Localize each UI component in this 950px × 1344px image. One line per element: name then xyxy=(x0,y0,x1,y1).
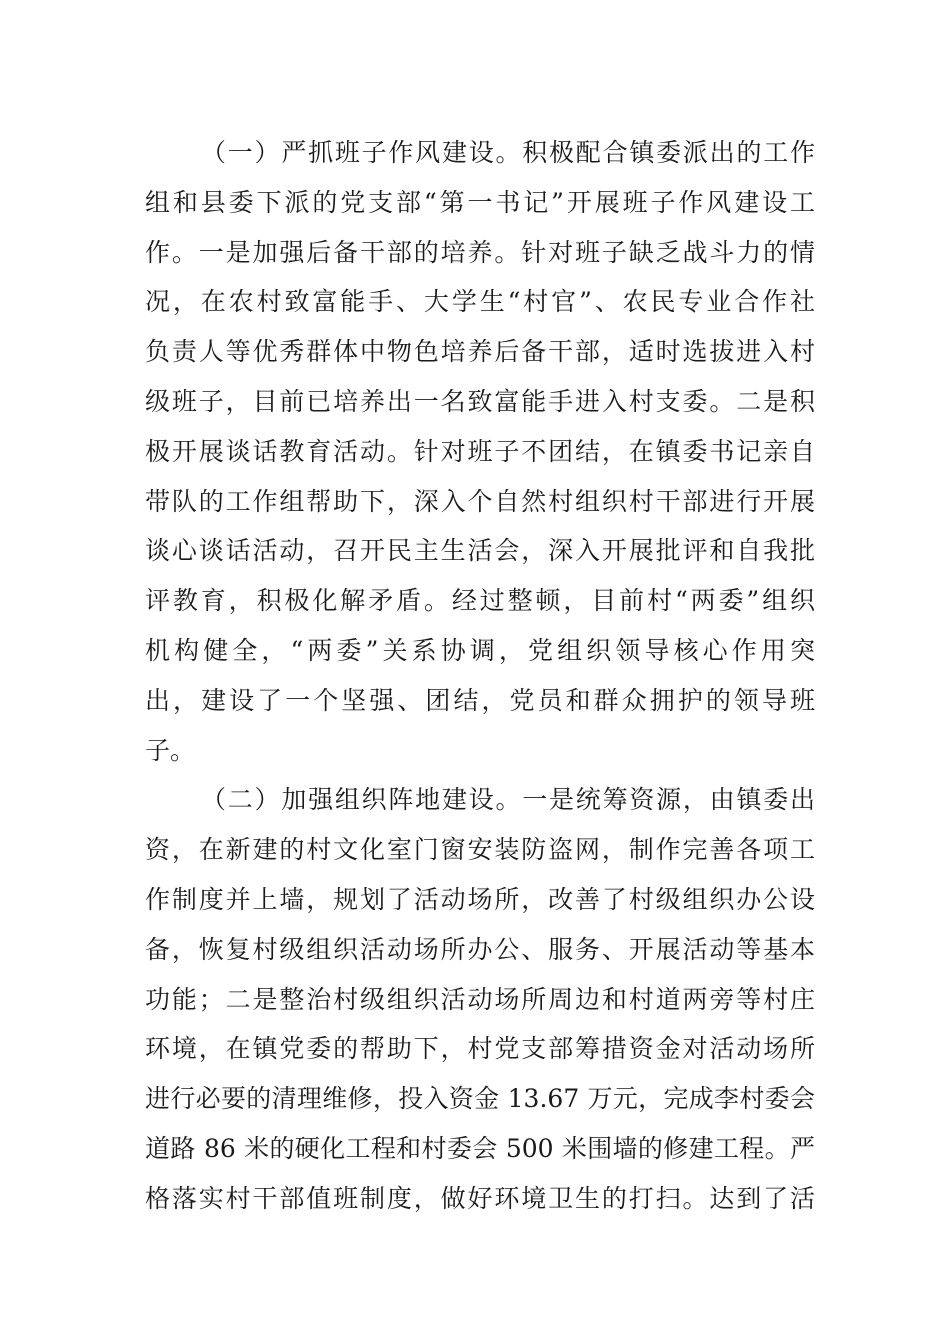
paragraph-2-line-7: 进行必要的清理维修，投入资金 13.67 万元，完成李村委会 xyxy=(145,1084,815,1114)
paragraph-1-line-6: 级班子，目前已培养出一名致富能手进入村支委。二是积 xyxy=(145,386,815,416)
paragraph-2-line-1: （二）加强组织阵地建设。一是统筹资源，由镇委出 xyxy=(201,785,815,815)
paragraph-2-line-8: 道路 86 米的硬化工程和村委会 500 米围墙的修建工程。严 xyxy=(145,1133,815,1163)
paragraph-1-line-7: 极开展谈话教育活动。针对班子不团结，在镇委书记亲自 xyxy=(145,436,815,466)
body-text xyxy=(145,128,815,1224)
paragraph-1-line-10: 评教育，积极化解矛盾。经过整顿，目前村“两委”组织 xyxy=(145,586,815,616)
paragraph-1-line-2: 组和县委下派的党支部“第一书记”开展班子作风建设工 xyxy=(145,187,815,217)
paragraph-1-line-9: 谈心谈话活动，召开民主生活会，深入开展批评和自我批 xyxy=(145,536,815,566)
paragraph-1-line-5: 负责人等优秀群体中物色培养后备干部，适时选拔进入村 xyxy=(145,337,815,367)
paragraph-2-line-2: 资，在新建的村文化室门窗安装防盗网，制作完善各项工 xyxy=(145,835,815,865)
paragraph-2-line-3: 作制度并上墙，规划了活动场所，改善了村级组织办公设 xyxy=(145,884,815,914)
paragraph-2-line-6: 环境，在镇党委的帮助下，村党支部筹措资金对活动场所 xyxy=(145,1034,815,1064)
paragraph-1-line-11: 机构健全，“两委”关系协调，党组织领导核心作用突 xyxy=(145,635,815,665)
paragraph-1-line-8: 带队的工作组帮助下，深入个自然村组织村干部进行开展 xyxy=(145,486,815,516)
paragraph-1-line-4: 况，在农村致富能手、大学生“村官”、农民专业合作社 xyxy=(145,287,815,317)
paragraph-2-line-4: 备，恢复村级组织活动场所办公、服务、开展活动等基本 xyxy=(145,934,815,964)
paragraph-1-line-13: 子。 xyxy=(145,735,196,765)
paragraph-2-line-9: 格落实村干部值班制度，做好环境卫生的打扫。达到了活 xyxy=(145,1183,815,1213)
paragraph-1-line-3: 作。一是加强后备干部的培养。针对班子缺乏战斗力的情 xyxy=(145,237,815,267)
paragraph-1-line-12: 出，建设了一个坚强、团结，党员和群众拥护的领导班 xyxy=(145,685,815,715)
paragraph-1-line-1: （一）严抓班子作风建设。积极配合镇委派出的工作 xyxy=(201,138,815,167)
paragraph-2-line-5: 功能；二是整治村级组织活动场所周边和村道两旁等村庄 xyxy=(145,984,815,1014)
